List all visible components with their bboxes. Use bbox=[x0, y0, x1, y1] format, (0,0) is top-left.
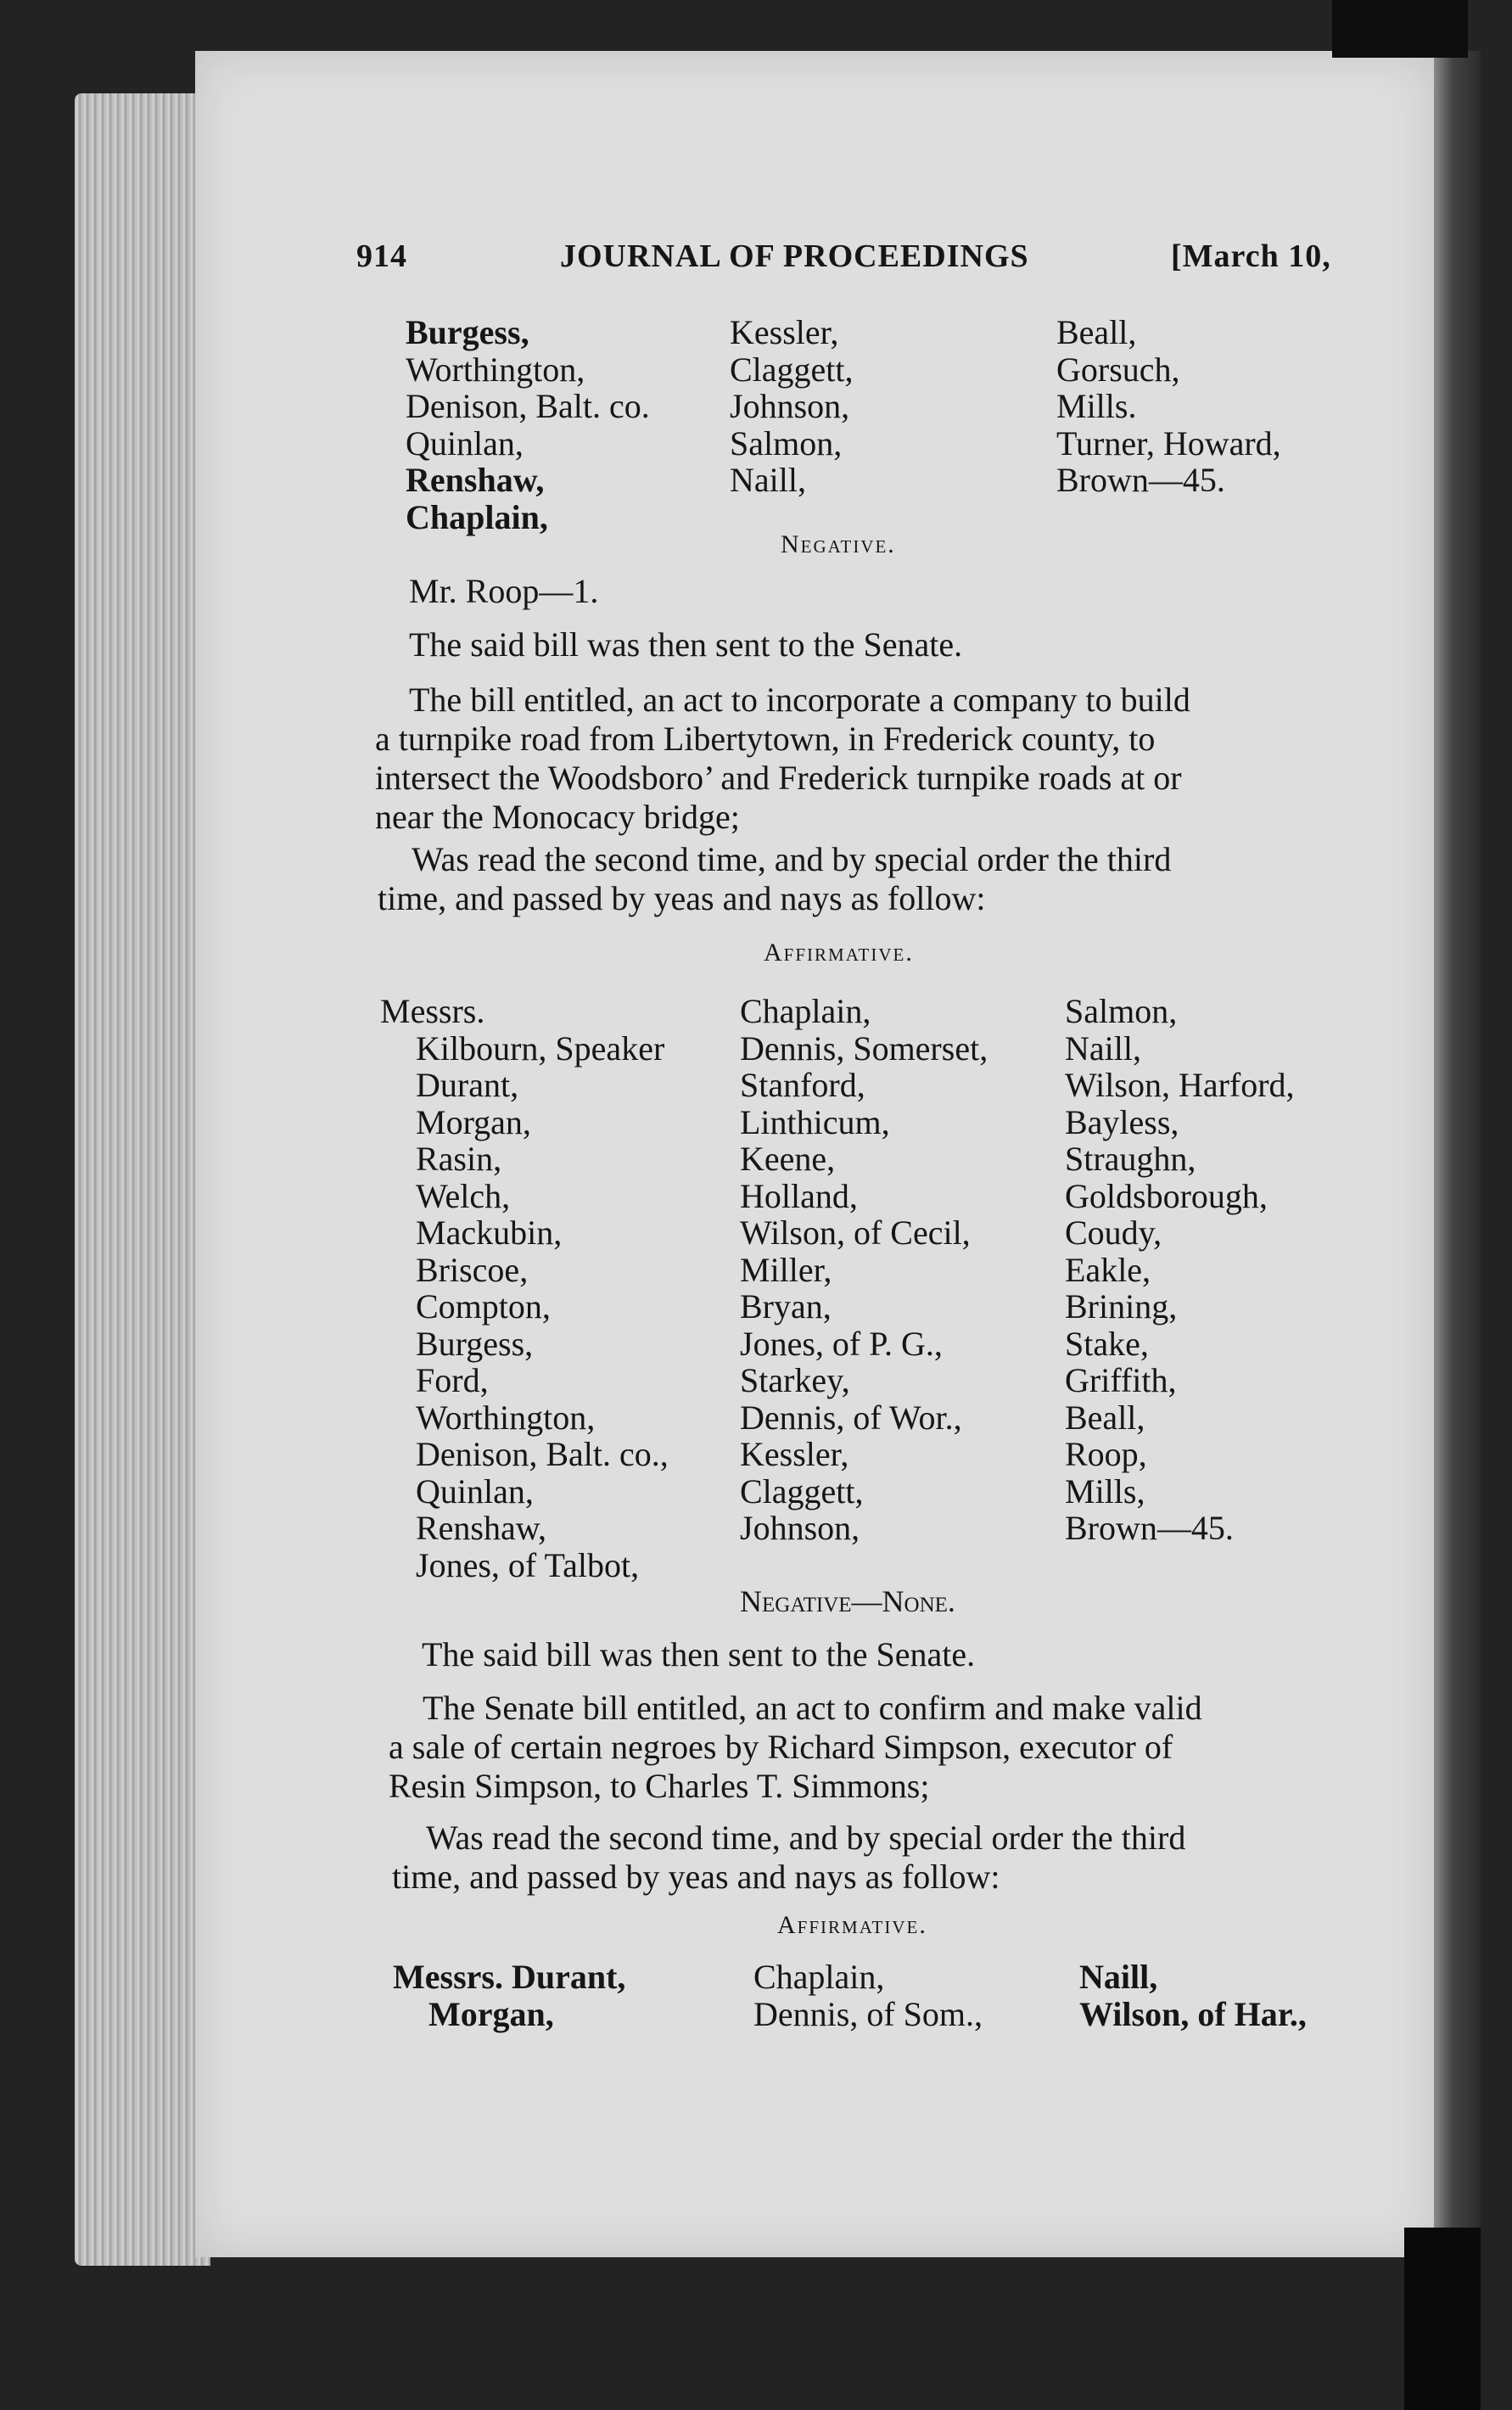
name: Renshaw, bbox=[406, 461, 545, 499]
running-header bbox=[356, 238, 1358, 289]
vote1-col2 bbox=[730, 314, 854, 499]
name: Salmon, bbox=[730, 423, 843, 462]
name: Jones, of Talbot, bbox=[416, 1545, 640, 1584]
name: Wilson, Harford, bbox=[1065, 1066, 1295, 1104]
name: Worthington, bbox=[406, 350, 585, 389]
name: Keene, bbox=[740, 1140, 836, 1178]
name: Dennis, of Som., bbox=[753, 1994, 983, 2033]
name: Eakle, bbox=[1065, 1250, 1151, 1289]
text-line: a sale of certain negroes by Richard Simpson, executor of bbox=[389, 1728, 1173, 1766]
name: Roop, bbox=[1065, 1435, 1147, 1473]
name: Naill, bbox=[1065, 1028, 1141, 1068]
name: Denison, Balt. co., bbox=[416, 1435, 669, 1473]
book-spine-edge bbox=[1434, 51, 1481, 2257]
name: Holland, bbox=[740, 1176, 858, 1215]
text-line: The bill entitled, an act to incorporate a company to build bbox=[409, 681, 1190, 719]
sent-to-senate: The said bill was then sent to the Senate. bbox=[409, 625, 963, 664]
sent-to-senate: The said bill was then sent to the Senate. bbox=[422, 1635, 976, 1673]
name: Beall, bbox=[1056, 313, 1137, 351]
bill2-reading bbox=[378, 840, 1171, 918]
bill3-reading bbox=[392, 1819, 1185, 1897]
name: Wilson, of Cecil, bbox=[740, 1213, 971, 1252]
text-line: intersect the Woodsboro’ and Frederick turnpike roads at or bbox=[375, 759, 1182, 797]
vote1-col3 bbox=[1056, 314, 1281, 499]
name: Dennis, Somerset, bbox=[740, 1028, 988, 1068]
journal-title: JOURNAL OF PROCEEDINGS bbox=[560, 238, 1029, 274]
name: Chaplain, bbox=[753, 1958, 885, 1996]
name: Denison, Balt. co. bbox=[406, 387, 650, 425]
name: Gorsuch, bbox=[1056, 350, 1180, 389]
bill3-col3 bbox=[1079, 1959, 1307, 2032]
name: Linthicum, bbox=[740, 1102, 890, 1141]
name: Messrs. Durant, bbox=[393, 1958, 626, 1996]
affirmative-heading: Affirmative. bbox=[777, 1911, 927, 1939]
name: Burgess, bbox=[406, 313, 529, 351]
name: Griffith, bbox=[1065, 1361, 1177, 1399]
name: Coudy, bbox=[1065, 1213, 1162, 1252]
negative-votes: Mr. Roop—1. bbox=[409, 572, 599, 610]
name: Straughn, bbox=[1065, 1140, 1196, 1178]
name: Wilson, of Har., bbox=[1079, 1994, 1307, 2033]
name: Goldsborough, bbox=[1065, 1176, 1268, 1215]
name: Messrs. bbox=[380, 992, 485, 1030]
name: Stake, bbox=[1065, 1324, 1149, 1363]
text-line: The Senate bill entitled, an act to confirm and make valid bbox=[423, 1689, 1202, 1727]
bottom-clip bbox=[1404, 2228, 1481, 2410]
name: Kilbourn, Speaker bbox=[416, 1028, 665, 1068]
name: Burgess, bbox=[416, 1324, 534, 1363]
text-line: Was read the second time, and by special order the third bbox=[412, 840, 1172, 878]
name: Briscoe, bbox=[416, 1250, 529, 1289]
bill2-title bbox=[375, 681, 1190, 837]
page-edges bbox=[75, 93, 210, 2266]
name: Miller, bbox=[740, 1250, 832, 1289]
name: Bayless, bbox=[1065, 1102, 1179, 1141]
vote1-col1 bbox=[406, 314, 650, 535]
name: Starkey, bbox=[740, 1361, 850, 1399]
name: Turner, Howard, bbox=[1056, 423, 1281, 462]
name: Brining, bbox=[1065, 1287, 1178, 1326]
name: Rasin, bbox=[416, 1140, 502, 1178]
name: Renshaw, bbox=[416, 1509, 547, 1547]
text-line: time, and passed by yeas and nays as follow: bbox=[378, 879, 986, 917]
name: Claggett, bbox=[740, 1471, 864, 1510]
name: Chaplain, bbox=[740, 992, 871, 1030]
name: Johnson, bbox=[730, 387, 850, 425]
name: Bryan, bbox=[740, 1287, 832, 1326]
name: Beall, bbox=[1065, 1398, 1145, 1437]
name: Naill, bbox=[730, 461, 806, 499]
top-clip bbox=[1332, 0, 1468, 58]
name: Durant, bbox=[416, 1066, 519, 1104]
text-line: time, and passed by yeas and nays as follow: bbox=[392, 1858, 1000, 1896]
name: Quinlan, bbox=[416, 1471, 534, 1510]
name: Kessler, bbox=[730, 313, 839, 351]
bill3-col1 bbox=[393, 1959, 625, 2032]
name: Naill, bbox=[1079, 1958, 1158, 1996]
name: Kessler, bbox=[740, 1435, 849, 1473]
name: Jones, of P. G., bbox=[740, 1324, 943, 1363]
name: Worthington, bbox=[416, 1398, 596, 1437]
affirmative-heading: Affirmative. bbox=[764, 939, 914, 967]
name: Compton, bbox=[416, 1287, 551, 1326]
page-number: 914 bbox=[356, 238, 407, 274]
name: Chaplain, bbox=[406, 497, 548, 536]
name: Brown—45. bbox=[1056, 461, 1225, 499]
negative-none: Negative—None. bbox=[740, 1584, 955, 1618]
header-date: [March 10, bbox=[1171, 238, 1331, 274]
name: Ford, bbox=[416, 1361, 489, 1399]
name: Brown—45. bbox=[1065, 1509, 1234, 1547]
name: Mills. bbox=[1056, 387, 1137, 425]
text-line: near the Monocacy bridge; bbox=[375, 798, 740, 836]
name: Quinlan, bbox=[406, 423, 524, 462]
name: Johnson, bbox=[740, 1509, 860, 1547]
bill2-col2 bbox=[740, 993, 988, 1547]
bill2-col3 bbox=[1065, 993, 1295, 1547]
name: Morgan, bbox=[416, 1102, 531, 1141]
name: Mills, bbox=[1065, 1471, 1145, 1510]
bill3-col2 bbox=[753, 1959, 983, 2032]
text-line: Was read the second time, and by special order the third bbox=[426, 1819, 1186, 1857]
text-line: Resin Simpson, to Charles T. Simmons; bbox=[389, 1767, 930, 1805]
name: Mackubin, bbox=[416, 1213, 563, 1252]
name: Stanford, bbox=[740, 1066, 865, 1104]
name: Morgan, bbox=[428, 1994, 554, 2033]
name: Welch, bbox=[416, 1176, 511, 1215]
bill3-title bbox=[389, 1689, 1202, 1806]
negative-heading: Negative. bbox=[781, 530, 896, 558]
text-line: a turnpike road from Libertytown, in Frederick county, to bbox=[375, 720, 1156, 758]
name: Claggett, bbox=[730, 350, 854, 389]
bill2-col1 bbox=[380, 993, 669, 1583]
name: Salmon, bbox=[1065, 992, 1178, 1030]
name: Dennis, of Wor., bbox=[740, 1398, 962, 1437]
